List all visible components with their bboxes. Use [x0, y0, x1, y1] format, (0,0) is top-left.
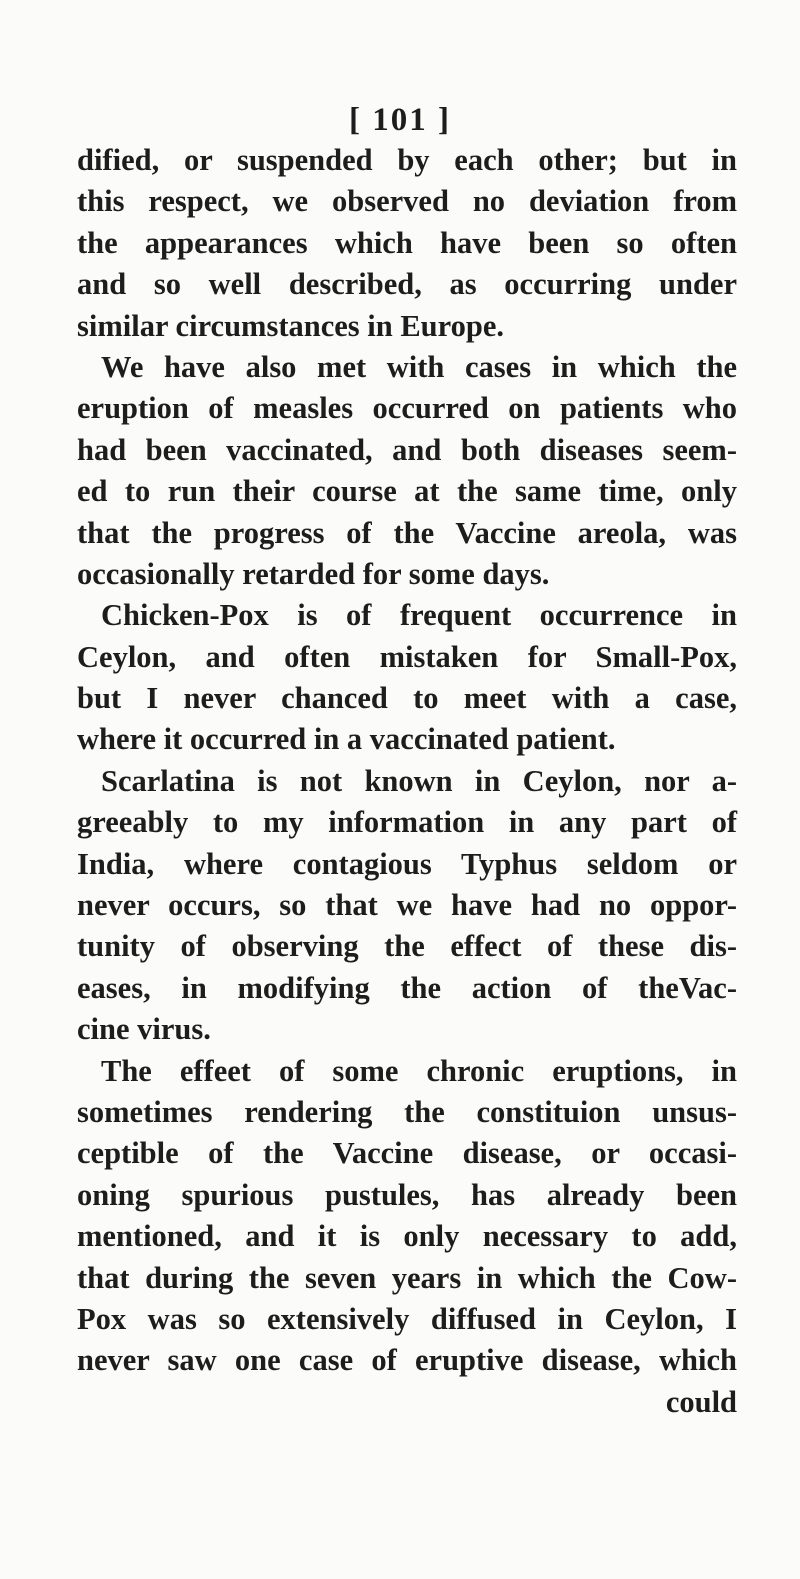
- text-line: sometimes rendering the constituion unsus-: [77, 1094, 737, 1129]
- text-line: greeably to my information in any part of: [77, 805, 737, 840]
- text-line: dified, or suspended by each other; but in: [77, 143, 737, 177]
- text-line: We have also met with cases in which the: [101, 349, 737, 384]
- text-line: this respect, we observed no deviation from: [77, 184, 737, 219]
- text-line: Scarlatina is not known in Ceylon, nor a-: [101, 763, 737, 798]
- text-line: similar circumstances in Europe.: [77, 308, 504, 343]
- text-line: had been vaccinated, and both diseases seem-: [77, 432, 737, 467]
- text-line: eruption of measles occurred on patients who: [77, 391, 737, 426]
- page-number: [ 101 ]: [349, 102, 451, 138]
- text-line: that during the seven years in which the Cow-: [77, 1260, 737, 1295]
- text-line: mentioned, and it is only necessary to add,: [77, 1219, 737, 1254]
- text-line: India, where contagious Typhus seldom or: [77, 846, 737, 881]
- text-line: where it occurred in a vaccinated patient.: [77, 722, 616, 757]
- body-text: [77, 140, 737, 1423]
- text-line: The effeet of some chronic eruptions, in: [101, 1053, 737, 1088]
- text-line: tunity of observing the effect of these dis-: [77, 929, 737, 964]
- text-line: the appearances which have been so often: [77, 225, 737, 260]
- text-line: oning spurious pustules, has already been: [77, 1177, 737, 1212]
- text-line: cine virus.: [77, 1012, 211, 1047]
- text-line: that the progress of the Vaccine areola, was: [77, 515, 737, 550]
- text-line: Chicken-Pox is of frequent occurrence in: [101, 598, 737, 633]
- text-line: Ceylon, and often mistaken for Small-Pox,: [77, 639, 737, 674]
- text-line: and so well described, as occurring under: [77, 267, 737, 302]
- text-line: Pox was so extensively diffused in Ceylon, I: [77, 1301, 737, 1336]
- text-line: occasionally retarded for some days.: [77, 556, 550, 591]
- text-line: but I never chanced to meet with a case,: [77, 681, 737, 716]
- text-line: ceptible of the Vaccine disease, or occasi-: [77, 1136, 737, 1171]
- text-line: never saw one case of eruptive disease, which: [77, 1343, 737, 1378]
- text-line: never occurs, so that we have had no oppor-: [77, 888, 737, 923]
- text-line: eases, in modifying the action of theVac-: [77, 970, 737, 1005]
- text-line: ed to run their course at the same time, only: [77, 474, 737, 509]
- catchword: could: [665, 1384, 737, 1419]
